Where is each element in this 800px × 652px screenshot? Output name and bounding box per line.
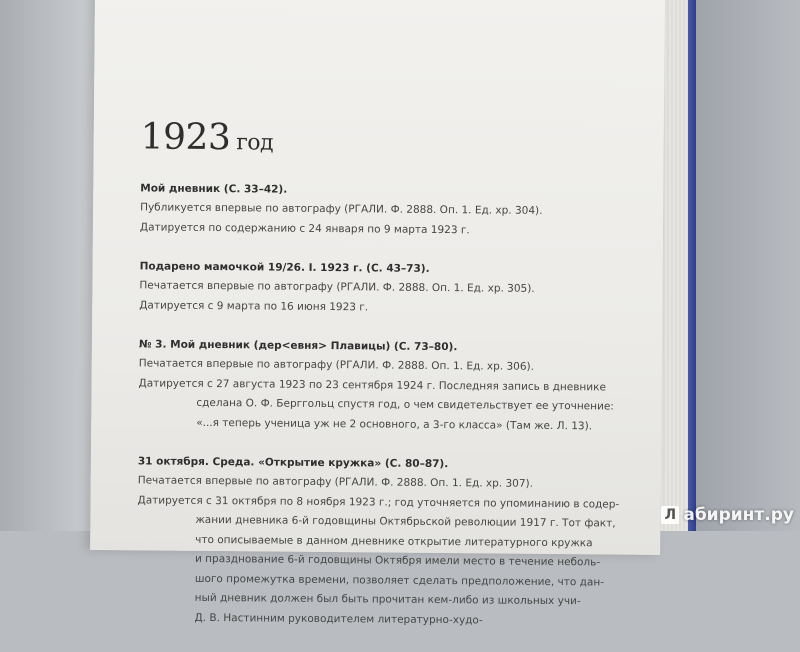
title-word: год [236,130,274,156]
entry-line: сделана О. Ф. Берггольц спустя год, о чем свидетельствует ее уточнение: [196,396,614,413]
ghost-line [160,44,640,63]
entry-heading: Подарено мамочкой 19/26. I. 1923 г. (С. 43–73). [139,260,430,275]
labirint-logo-icon: Л [661,506,679,524]
watermark [661,505,794,525]
entry-line: Датируется с 31 октября по 8 ноября 1923 г.; год уточняется по упоминанию в содер- [137,493,620,511]
entry-1 [140,179,645,241]
entry-line: Датируется с 9 марта по 16 июня 1923 г. [139,298,369,313]
entry-heading: 31 октября. Среда. «Открытие кружка» (С. 80–87). [137,455,449,471]
entry-heading: № 3. Мой дневник (дер<евня> Плавицы) (С. 73–80). [138,338,458,354]
entry-line: «...я теперь ученица уж не 2 основного, а 3-го класса» (Там же. Л. 13). [196,416,593,432]
show-through-text [160,6,640,63]
entry-line: Датируется по содержанию с 24 января по 9 марта 1923 г. [139,220,470,236]
entry-4 [136,452,643,631]
entry-3 [138,335,644,436]
entry-line: Печатается впервые по автографу (РГАЛИ. Ф. 2888. Оп. 1. Ед. хр. 305). [139,279,535,295]
entry-line: Датируется с 27 августа 1923 по 23 сентября 1924 г. Последняя запись в дневнике [138,376,607,393]
entry-line: Печатается впервые по автографу (РГАЛИ. Ф. 2888. Оп. 1. Ед. хр. 306). [138,357,535,373]
book-cover-edge [688,0,696,531]
entry-line: Д. В. Настинним руководителем литературно-худо- [194,611,483,626]
entry-line: жании дневника 6-й годовщины Октябрьской революции 1917 г. Тот факт, [195,513,616,530]
entry-line: Печатается впервые по автографу (РГАЛИ. Ф. 2888. Оп. 1. Ед. хр. 307). [137,474,534,490]
entry-line: шого промежутка времени, позволяет сделать предположение, что дан- [194,572,605,588]
entry-line: ный дневник должен был быть прочитан кем-либо из школьных учи- [194,591,581,608]
background-right [696,0,800,531]
page-title [141,116,646,161]
title-year: 1923 [140,116,231,159]
entry-line: Публикуется впервые по автографу (РГАЛИ. Ф. 2888. Оп. 1. Ед. хр. 304). [140,201,543,217]
watermark-text: абиринт.ру [683,505,794,525]
ghost-line [160,6,640,25]
ghost-line [160,25,640,44]
page-content [136,116,646,651]
entry-line: что описываемые в данном дневнике открытие литературного кружка [195,533,593,549]
entry-heading: Мой дневник (С. 33–42). [140,182,288,196]
entry-2 [139,257,644,319]
book-page [90,0,665,626]
entry-line: и празднование 6-й годовщины Октября имели место в течение неболь- [194,552,601,569]
